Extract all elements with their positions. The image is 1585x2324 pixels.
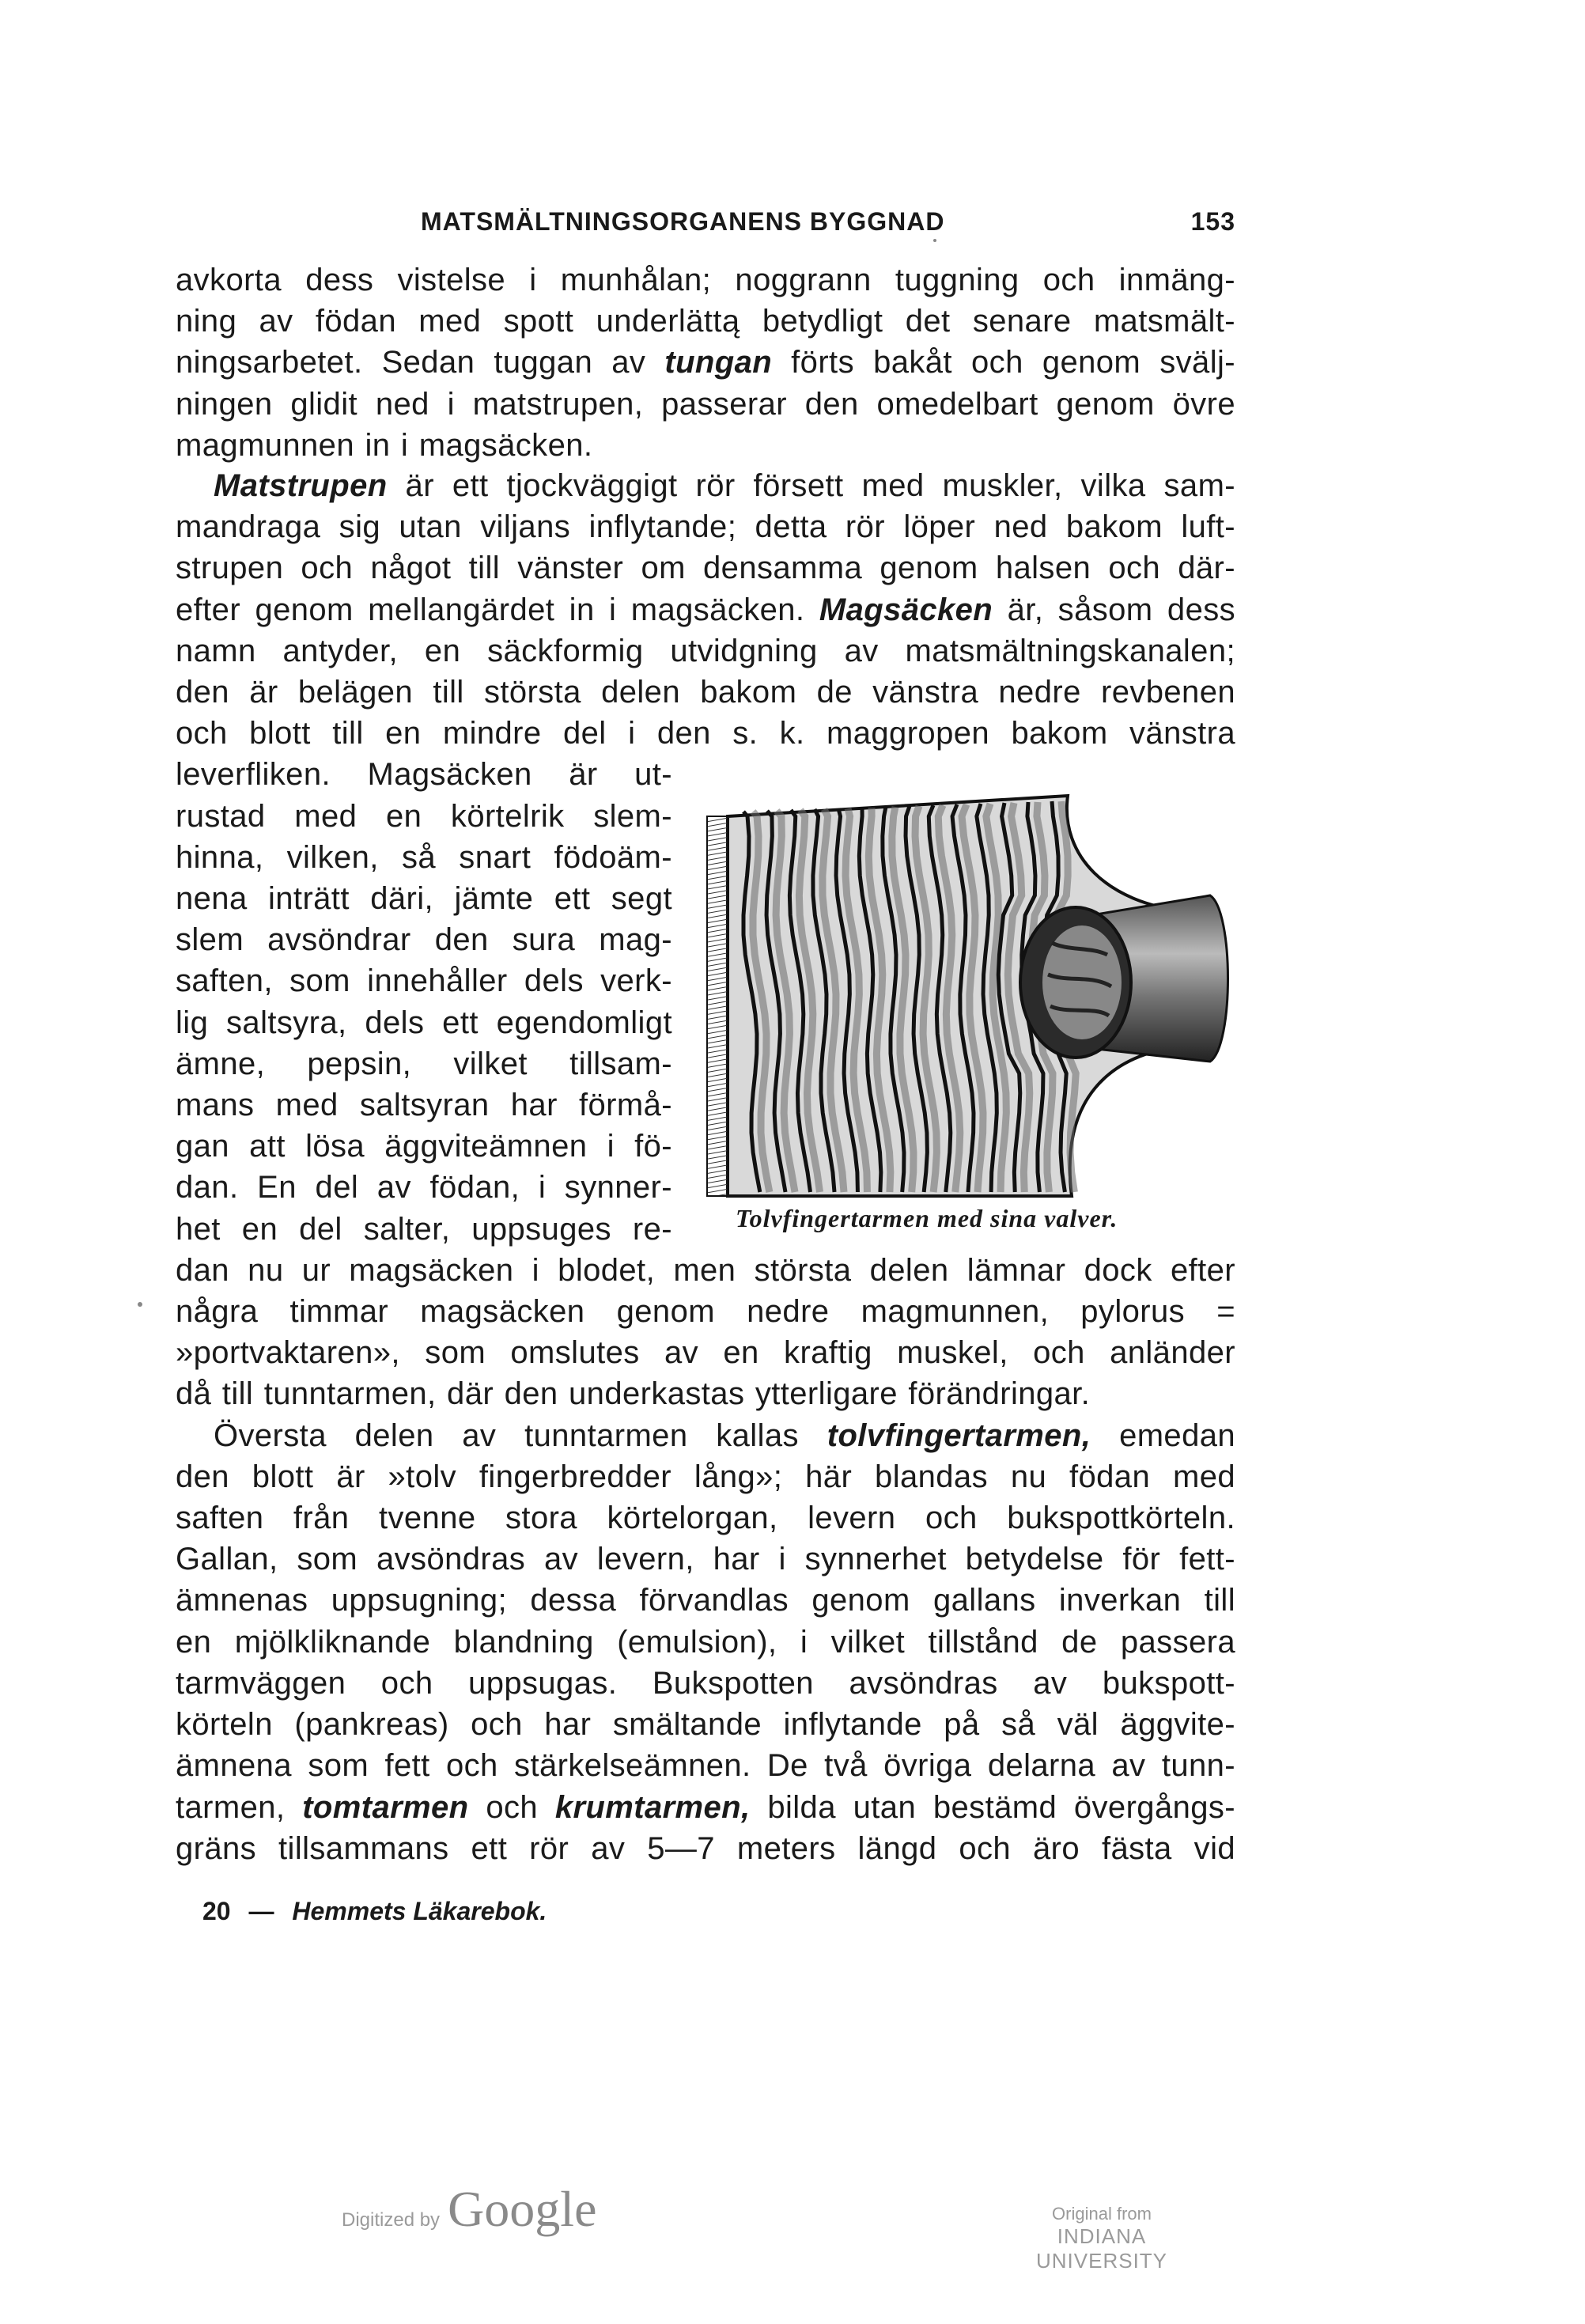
text-line: ämnenas uppsugning; dessa förvandlas genom gallans inverkan till — [176, 1583, 1235, 1618]
text-line: och blott till en mindre del i den s. k. maggropen bakom vänstra — [176, 716, 1235, 751]
text-line: gräns tillsammans ett rör av 5—7 meters längd och äro fästa vid — [176, 1830, 1235, 1866]
text-line: mans med saltsyran har förmå- — [176, 1088, 672, 1123]
original-from-watermark: Original from INDIANA UNIVERSITY — [1035, 2204, 1168, 2273]
text-line: ämnena som fett och stärkelseämnen. De två övriga delarna av tunn- — [176, 1748, 1235, 1784]
text-line: gan att lösa äggviteämnen i fö- — [176, 1129, 672, 1164]
text-line: efter genom mellangärdet in i magsäcken. Magsäcken är, såsom dess — [176, 592, 1235, 627]
text-line: het en del salter, uppsuges re- — [176, 1211, 672, 1247]
text-line: namn antyder, en säckformig utvidgning av matsmältningskanalen; — [176, 633, 1235, 668]
term-tungan: tungan — [664, 345, 773, 380]
text-line: avkorta dess vistelse i munhålan; noggrann tuggning och inmäng- — [176, 263, 1235, 297]
scan-speck — [138, 1302, 142, 1307]
text-line: ning av födan med spott underlättą betydligt det senare matsmält- — [176, 304, 1235, 339]
text-line: leverfliken. Magsäcken är ut- — [176, 757, 672, 793]
text-line: saften från tvenne stora körtelorgan, levern och bukspottkörteln. — [176, 1501, 1235, 1536]
text-line: då till tunntarmen, där den underkastas ytterligare förändringar. — [176, 1376, 1091, 1412]
google-logo: Google — [448, 2181, 597, 2237]
term-matstrupen: Matstrupen — [214, 468, 388, 503]
text-line: magmunnen in i magsäcken. — [176, 427, 593, 463]
text-line: Gallan, som avsöndras av levern, har i synnerhet betydelse för fett- — [176, 1542, 1235, 1577]
wrapped-text-column — [176, 754, 672, 1249]
text-line: ningsarbetet. Sedan tuggan av tungan förts bakåt och genom svälj- — [176, 345, 1235, 380]
text-line: rustad med en körtelrik slem- — [176, 798, 672, 834]
text-line: Matstrupen är ett tjockväggigt rör försett med muskler, vilka sam- — [214, 468, 1235, 503]
text-line: nena inträtt däri, jämte ett segt — [176, 881, 672, 917]
text-line: dan. En del av födan, i synner- — [176, 1170, 672, 1206]
printer-signature: 20 — Hemmets Läkarebok. — [202, 1897, 547, 1925]
digitized-by-watermark: Digitized by Google — [342, 2181, 597, 2237]
figure-caption: Tolvfingertarmen med sina valver. — [736, 1204, 1118, 1232]
text-line: tarmen, tomtarmen och krumtarmen, bilda utan bestämd övergångs- — [176, 1789, 1235, 1825]
running-head — [176, 207, 1235, 237]
term-krumtarmen: krumtarmen, — [554, 1789, 751, 1825]
term-magsacken: Magsäcken — [819, 592, 993, 627]
text-line: den blott är »tolv fingerbredder lång»; här blandas nu födan med — [176, 1459, 1235, 1494]
text-line: mandraga sig utan viljans inflytande; detta rör löper ned bakom luft- — [176, 509, 1235, 545]
term-tolvfingertarmen: tolvfingertarmen, — [827, 1417, 1091, 1453]
text-line: saften, som innehåller dels verk- — [176, 963, 672, 999]
text-line: den är belägen till största delen bakom de vänstra nedre revbenen — [176, 675, 1235, 710]
text-line: tarmväggen och uppsugas. Bukspotten avsöndras av bukspott- — [176, 1665, 1235, 1701]
term-tomtarmen: tomtarmen — [302, 1789, 469, 1825]
text-line: strupen och något till vänster om densamma genom halsen och där- — [176, 551, 1235, 586]
chapter-title: MATSMÄLTNINGSORGANENS BYGGNAD — [421, 207, 945, 236]
text-line: en mjölkliknande blandning (emulsion), i vilket tillstånd de passera — [176, 1624, 1235, 1660]
text-line: slem avsöndrar den sura mag- — [176, 922, 672, 958]
text-line: »portvaktaren», som omslutes av en kraftig muskel, och anländer — [176, 1335, 1235, 1371]
text-line: Översta delen av tunntarmen kallas tolvfingertarmen, emedan — [214, 1417, 1235, 1453]
text-line: ämne, pepsin, vilket tillsam- — [176, 1046, 672, 1081]
scan-speck — [933, 239, 936, 242]
text-line: dan nu ur magsäcken i blodet, men största delen lämnar dock efter — [176, 1252, 1235, 1288]
paragraph-1 — [176, 259, 1235, 466]
page-number: 153 — [1190, 207, 1235, 236]
duodenum-illustration — [696, 785, 1250, 1212]
text-line: lig saltsyra, dels ett egendomligt — [176, 1005, 672, 1040]
text-line: körteln (pankreas) och har smältande inflytande på så väl äggvite- — [176, 1707, 1235, 1743]
text-line: några timmar magsäcken genom nedre magmunnen, pylorus = — [176, 1294, 1235, 1330]
text-line: hinna, vilken, så snart födoäm- — [176, 839, 672, 875]
text-line: ningen glidit ned i matstrupen, passerar den omedelbart genom övre — [176, 386, 1235, 422]
